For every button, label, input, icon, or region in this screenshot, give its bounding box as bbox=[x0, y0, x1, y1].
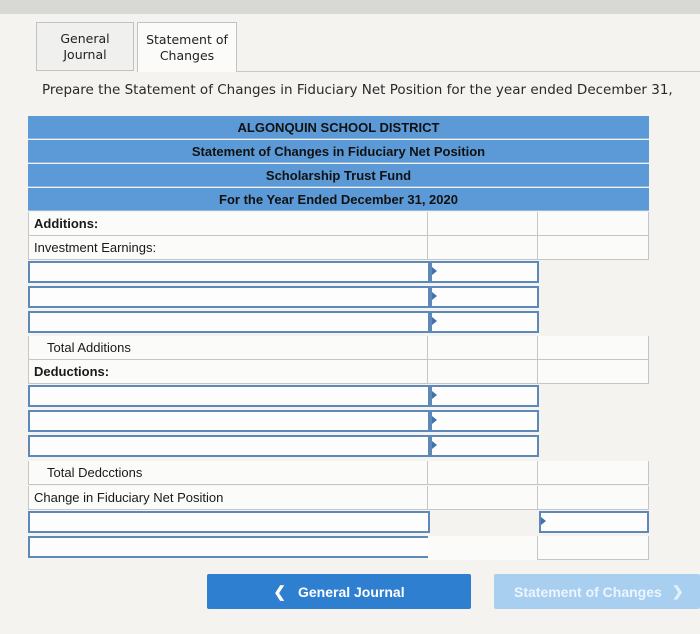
amount-cell bbox=[428, 360, 538, 384]
statement-header-fund: Scholarship Trust Fund bbox=[28, 164, 649, 187]
table-row bbox=[28, 461, 649, 485]
dropdown-marker-icon bbox=[432, 317, 437, 325]
table-row bbox=[28, 486, 649, 510]
investment-earnings-label: Investment Earnings: bbox=[28, 236, 428, 260]
dropdown-marker-icon bbox=[541, 517, 546, 525]
dropdown-marker-icon bbox=[432, 441, 437, 449]
amount-cell bbox=[428, 336, 538, 360]
table-row bbox=[28, 336, 649, 360]
addition-amount-input[interactable] bbox=[430, 286, 539, 308]
total-additions-label: Total Additions bbox=[28, 336, 428, 360]
total-additions-cell bbox=[538, 336, 649, 360]
deduction-account-input[interactable] bbox=[28, 435, 430, 457]
statement-header-title: Statement of Changes in Fiduciary Net Position bbox=[28, 140, 649, 163]
deduction-amount-input[interactable] bbox=[430, 435, 539, 457]
addition-account-input[interactable] bbox=[28, 286, 430, 308]
statement-of-changes-button-label: Statement of Changes bbox=[514, 583, 662, 600]
addition-account-input[interactable] bbox=[28, 261, 430, 283]
change-in-net-position-label: Change in Fiduciary Net Position bbox=[28, 486, 428, 510]
statement-header-entity: ALGONQUIN SCHOOL DISTRICT bbox=[28, 116, 649, 139]
table-row bbox=[28, 360, 649, 384]
general-journal-button-label: General Journal bbox=[297, 583, 405, 600]
tab-label: Statement of bbox=[146, 31, 228, 47]
total-deductions-label: Total Dedcctions bbox=[28, 461, 428, 485]
tab-label: General bbox=[60, 30, 110, 46]
deduction-account-input[interactable] bbox=[28, 385, 430, 407]
tab-statement-of-changes[interactable] bbox=[137, 22, 237, 72]
amount-cell bbox=[428, 212, 538, 236]
addition-amount-input[interactable] bbox=[430, 261, 539, 283]
table-row bbox=[28, 212, 649, 236]
general-journal-button[interactable] bbox=[207, 574, 471, 609]
deductions-label: Deductions: bbox=[28, 360, 428, 384]
amount-cell bbox=[428, 536, 538, 560]
table-row bbox=[28, 286, 649, 310]
tab-label: Journal bbox=[63, 46, 107, 62]
chevron-left-icon: ❮ bbox=[273, 583, 286, 601]
chevron-right-icon: ❯ bbox=[671, 583, 684, 599]
table-row bbox=[28, 261, 649, 285]
total-deductions-cell bbox=[538, 461, 649, 485]
tab-label: Changes bbox=[159, 47, 215, 63]
table-row bbox=[28, 511, 649, 535]
dropdown-marker-icon bbox=[432, 391, 437, 399]
total-cell bbox=[538, 212, 649, 236]
additions-label: Additions: bbox=[28, 212, 428, 236]
total-cell bbox=[538, 536, 649, 560]
table-row bbox=[28, 410, 649, 434]
instruction-text: Prepare the Statement of Changes in Fiduciary Net Position for the year ended December 31, bbox=[42, 82, 673, 98]
statement-of-changes-button bbox=[494, 574, 700, 609]
total-cell bbox=[538, 486, 649, 510]
amount-cell bbox=[428, 461, 538, 485]
net-position-account-input[interactable] bbox=[28, 536, 430, 558]
amount-cell bbox=[428, 486, 538, 510]
addition-account-input[interactable] bbox=[28, 311, 430, 333]
deduction-account-input[interactable] bbox=[28, 410, 430, 432]
dropdown-marker-icon bbox=[432, 416, 437, 424]
top-bar bbox=[0, 0, 700, 14]
dropdown-marker-icon bbox=[432, 267, 437, 275]
deduction-amount-input[interactable] bbox=[430, 410, 539, 432]
deduction-amount-input[interactable] bbox=[430, 385, 539, 407]
table-row bbox=[28, 385, 649, 409]
net-position-account-input[interactable] bbox=[28, 511, 430, 533]
total-cell bbox=[538, 360, 649, 384]
dropdown-marker-icon bbox=[432, 292, 437, 300]
amount-cell bbox=[428, 236, 538, 260]
table-row bbox=[28, 536, 649, 560]
statement-header-period: For the Year Ended December 31, 2020 bbox=[28, 188, 649, 211]
table-row bbox=[28, 311, 649, 335]
addition-amount-input[interactable] bbox=[430, 311, 539, 333]
net-position-amount-input[interactable] bbox=[539, 511, 649, 533]
table-row bbox=[28, 236, 649, 260]
table-row bbox=[28, 435, 649, 459]
total-cell bbox=[538, 236, 649, 260]
tab-divider bbox=[237, 71, 700, 72]
tab-general-journal[interactable] bbox=[36, 22, 134, 71]
